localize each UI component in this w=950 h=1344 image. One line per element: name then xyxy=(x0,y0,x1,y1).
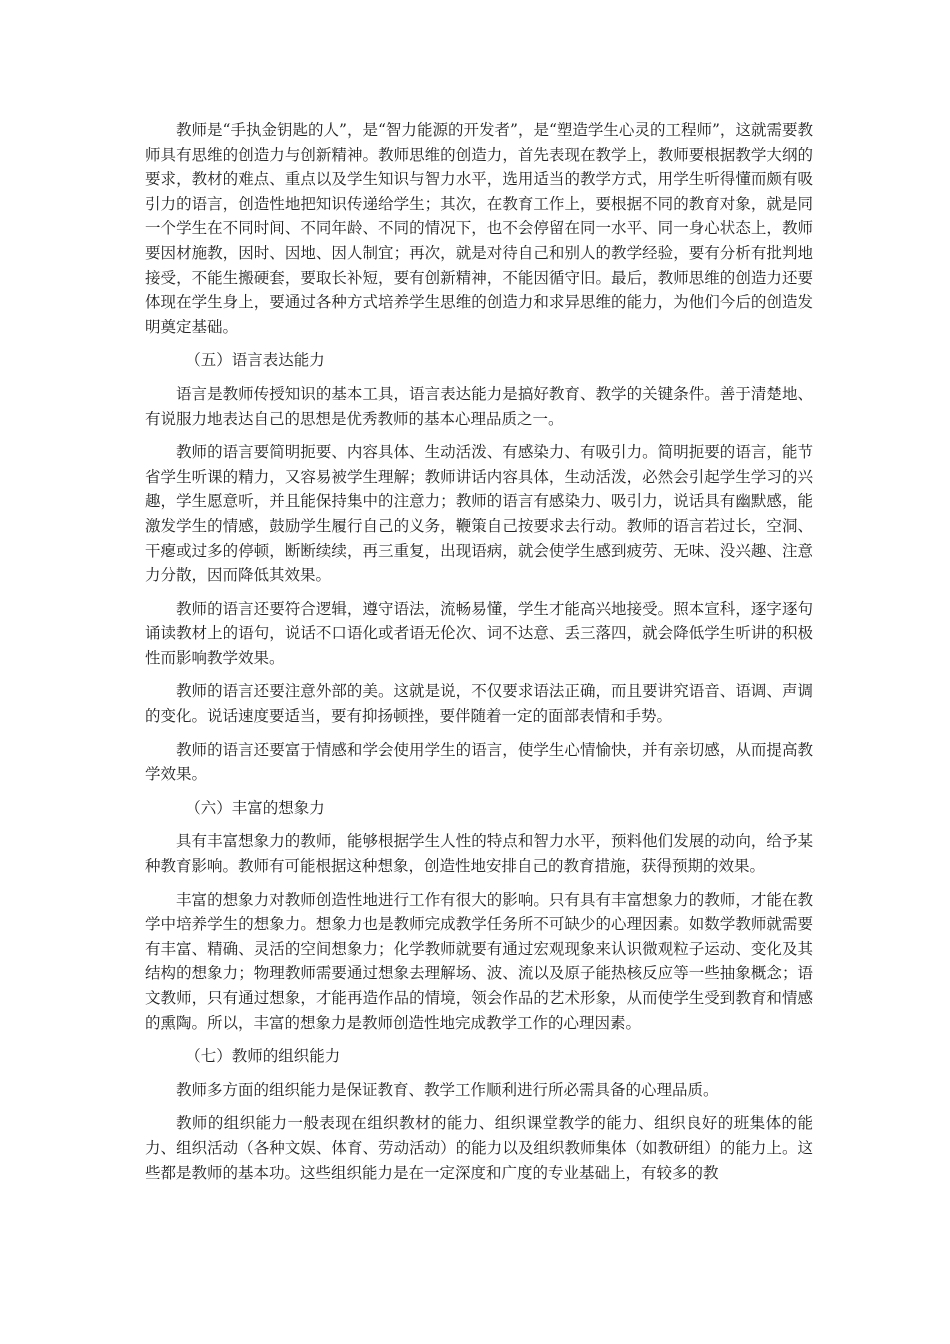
heading-organization: （七）教师的组织能力 xyxy=(185,1047,341,1066)
paragraph-imagination-influence: 丰富的想象力对教师创造性地进行工作有很大的影响。只有具有丰富想象力的教师，才能在教学中培养学生的想象力。想象力也是教师完成教学任务所不可缺少的心理因素。如数学教师就需要有丰富、精确、灵活的空间想象力；化学教师就要有通过宏观现象来认识微观粒子运动、变化及其结构的想象力；物理教师需要通过想象去理解场、波、流以及原子能热核反应等一些抽象概念；语文教师，只有通过想象，才能再造作品的情境，领会作品的艺术形象，从而使学生受到教育和情感的熏陶。所以，丰富的想象力是教师创造性地完成教学工作的心理因素。 xyxy=(145,890,813,1032)
paragraph-organization-abilities: 教师的组织能力一般表现在组织教材的能力、组织课堂教学的能力、组织良好的班集体的能力、组织活动（各种文娱、体育、劳动活动）的能力以及组织教师集体（如教研组）的能力上。这些都是教师的基本功。这些组织能力是在一定深度和广度的专业基础上，有较多的教 xyxy=(145,1114,813,1182)
paragraph-language-tool: 语言是教师传授知识的基本工具，语言表达能力是搞好教育、教学的关键条件。善于清楚地、有说服力地表达自己的思想是优秀教师的基本心理品质之一。 xyxy=(145,384,813,428)
paragraph-language-beauty: 教师的语言还要注意外部的美。这就是说，不仅要求语法正确，而且要讲究语音、语调、声调的变化。说话速度要适当，要有抑扬顿挫，要伴随着一定的面部表情和手势。 xyxy=(145,682,813,726)
paragraph-organization-quality: 教师多方面的组织能力是保证教育、教学工作顺利进行所必需具备的心理品质。 xyxy=(176,1080,719,1099)
paragraph-language-logic: 教师的语言还要符合逻辑，遵守语法，流畅易懂，学生才能高兴地接受。照本宣科，逐字逐句诵读教材上的语句，说话不口语化或者语无伦次、词不达意、丢三落四，就会降低学生听讲的积极性而影响教学效果。 xyxy=(145,599,813,667)
heading-language-expression: （五）语言表达能力 xyxy=(185,351,325,370)
heading-imagination: （六）丰富的想象力 xyxy=(185,798,325,817)
paragraph-creativity: 教师是“手执金钥匙的人”，是“智力能源的开发者”，是“塑造学生心灵的工程师”，这就需要教师具有思维的创造力与创新精神。教师思维的创造力，首先表现在教学上，教师要根据教学大纲的要求，教材的难点、重点以及学生知识与智力水平，选用适当的教学方式，用学生听得懂而颇有吸引力的语言，创造性地把知识传递给学生；其次，在教育工作上，要根据不同的教育对象，就是同一个学生在不同时间、不同年龄、不同的情况下，也不会停留在同一水平、同一身心状态上，教师要因材施教，因时、因地、因人制宜；再次，就是对待自己和别人的教学经验，要有分析有批判地接受，不能生搬硬套，要取长补短，要有创新精神，不能因循守旧。最后，教师思维的创造力还要体现在学生身上，要通过各种方式培养学生思维的创造力和求异思维的能力，为他们今后的创造发明奠定基础。 xyxy=(145,121,813,336)
paragraph-language-emotion: 教师的语言还要富于情感和学会使用学生的语言，使学生心情愉快，并有亲切感，从而提高教学效果。 xyxy=(145,740,813,784)
paragraph-language-concise: 教师的语言要简明扼要、内容具体、生动活泼、有感染力、有吸引力。简明扼要的语言，能节省学生听课的精力，又容易被学生理解；教师讲话内容具体，生动活泼，必然会引起学生学习的兴趣，学生愿意听，并且能保持集中的注意力；教师的语言有感染力、吸引力，说话具有幽默感，能激发学生的情感，鼓励学生履行自己的义务，鞭策自己按要求去行动。教师的语言若过长，空洞、干瘪或过多的停顿，断断续续，再三重复，出现语病，就会使学生感到疲劳、无味、没兴趣、注意力分散，因而降低其效果。 xyxy=(145,443,813,585)
paragraph-imagination-teacher: 具有丰富想象力的教师，能够根据学生人性的特点和智力水平，预料他们发展的动向，给予某种教育影响。教师有可能根据这种想象，创造性地安排自己的教育措施，获得预期的效果。 xyxy=(145,832,813,876)
document-page xyxy=(145,118,813,1194)
